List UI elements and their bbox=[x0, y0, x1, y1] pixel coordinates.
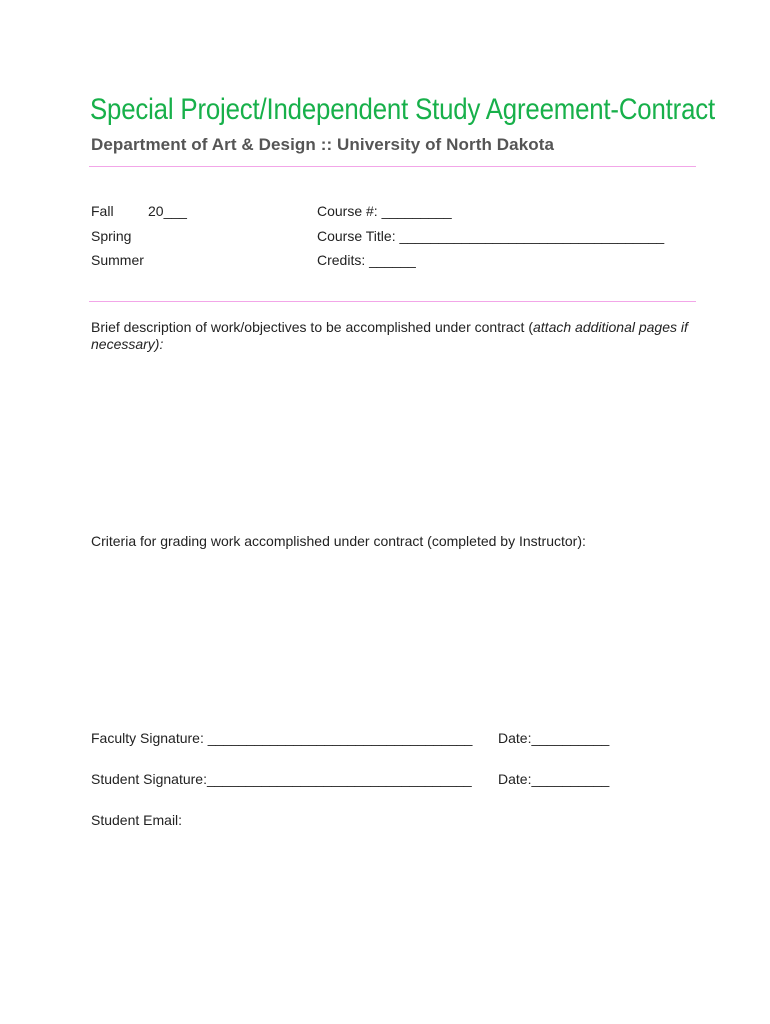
term-fall-label: Fall bbox=[91, 203, 114, 219]
faculty-date-line: Date:__________ bbox=[498, 730, 610, 746]
student-date-line: Date:__________ bbox=[498, 771, 610, 787]
student-email-label: Student Email: bbox=[91, 812, 183, 828]
term-summer-label: Summer bbox=[91, 252, 144, 268]
description-prompt bbox=[91, 319, 701, 353]
term-year-field: 20___ bbox=[148, 203, 187, 219]
term-spring-label: Spring bbox=[91, 228, 132, 244]
description-italic-note: attach additional pages if necessary): bbox=[91, 319, 688, 352]
course-title-field: Course Title: __________________________________ bbox=[317, 228, 665, 244]
divider-middle bbox=[89, 301, 696, 302]
course-number-field: Course #: _________ bbox=[317, 203, 452, 219]
department-subtitle: Department of Art & Design :: University of North Dakota bbox=[91, 135, 555, 154]
document-title: Special Project/Independent Study Agreement-Contract bbox=[90, 93, 715, 126]
credits-field: Credits: ______ bbox=[317, 252, 416, 268]
criteria-prompt: Criteria for grading work accomplished under contract (completed by Instructor): bbox=[91, 533, 586, 549]
faculty-signature-line: Faculty Signature: __________________________________ bbox=[91, 730, 473, 746]
student-signature-line: Student Signature:__________________________________ bbox=[91, 771, 472, 787]
divider-top bbox=[89, 166, 696, 167]
description-text: Brief description of work/objectives to be accomplished under contract ( bbox=[91, 319, 533, 335]
